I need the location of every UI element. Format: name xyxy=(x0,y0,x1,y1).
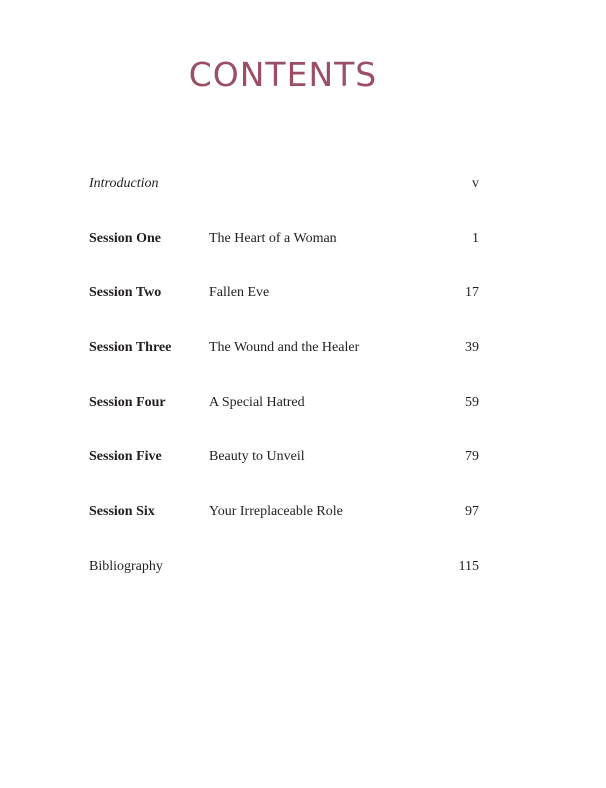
toc-page-number: 39 xyxy=(465,340,479,356)
toc-session-label: Session Four xyxy=(89,394,166,410)
toc-entry-session-two xyxy=(89,281,479,336)
toc-page-number: v xyxy=(472,176,479,191)
toc-page-number: 1 xyxy=(472,230,479,246)
toc-chapter-title: Your Irreplaceable Role xyxy=(209,504,343,520)
toc-chapter-title: Fallen Eve xyxy=(209,285,270,301)
page-title: CONTENTS xyxy=(188,55,378,94)
toc-entry-session-three xyxy=(89,336,479,391)
toc-chapter-title: Beauty to Unveil xyxy=(209,449,305,465)
toc-page-number: 115 xyxy=(458,558,479,574)
toc-entry-bibliography xyxy=(89,555,479,610)
toc-entry-label: Introduction xyxy=(89,176,159,191)
toc-session-label: Session Three xyxy=(89,340,172,356)
toc-session-label: Session Six xyxy=(89,504,155,520)
toc-entry-session-four xyxy=(89,391,479,446)
toc-chapter-title: The Wound and the Healer xyxy=(209,340,360,356)
toc-entry-session-six xyxy=(89,500,479,555)
toc-page-number: 17 xyxy=(465,285,479,301)
toc-entry-introduction xyxy=(89,172,479,227)
toc-entry-session-one xyxy=(89,227,479,282)
toc-entry-session-five xyxy=(89,445,479,500)
toc-session-label: Session Two xyxy=(89,285,162,301)
toc-page-number: 97 xyxy=(465,504,479,520)
toc-chapter-title: A Special Hatred xyxy=(209,394,305,410)
toc-page-number: 59 xyxy=(465,394,479,410)
toc-entry-label: Bibliography xyxy=(89,558,163,574)
toc-session-label: Session Five xyxy=(89,449,162,465)
toc-session-label: Session One xyxy=(89,230,161,246)
toc-page-number: 79 xyxy=(465,449,479,465)
table-of-contents xyxy=(89,172,479,610)
toc-chapter-title: The Heart of a Woman xyxy=(209,230,337,246)
